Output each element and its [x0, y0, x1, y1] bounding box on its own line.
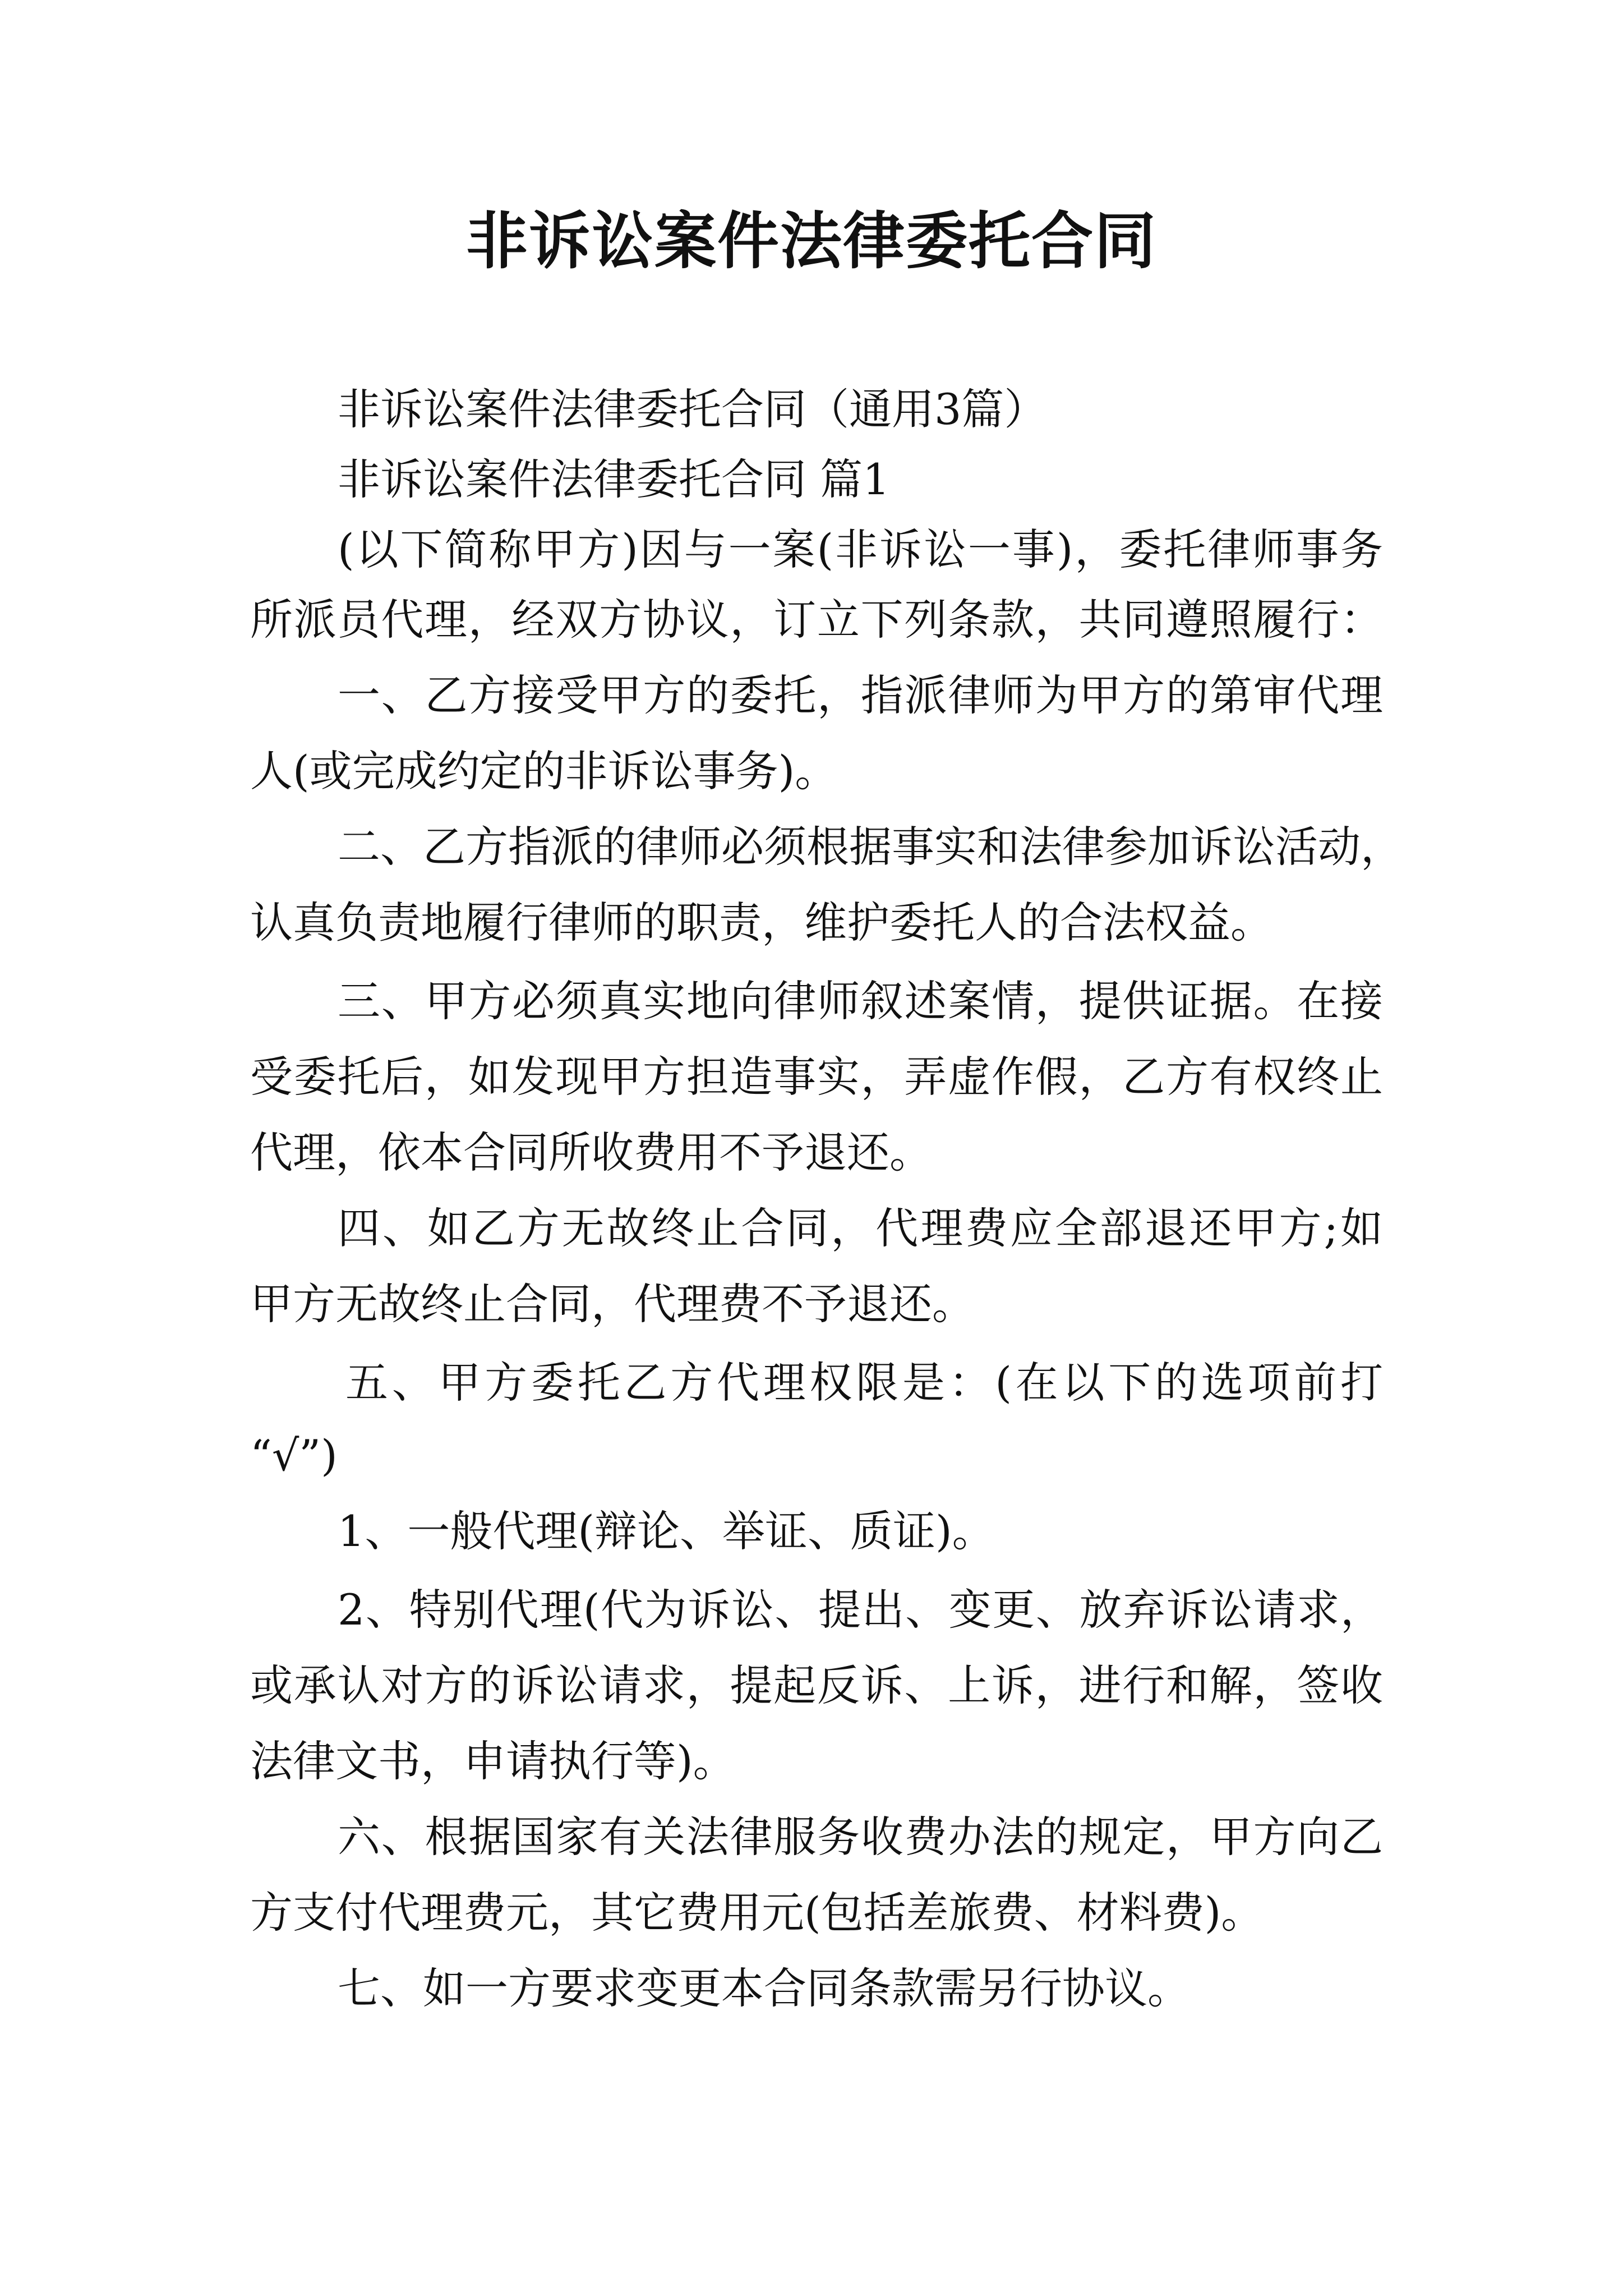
- section-heading: 非诉讼案件法律委托合同 篇1: [338, 454, 890, 504]
- paragraph-line: 一、乙方接受甲方的委托，指派律师为甲方的第审代理: [338, 670, 1383, 720]
- paragraph-line: 方支付代理费元，其它费用元(包括差旅费、材料费)。: [250, 1888, 1264, 1938]
- document-title: 非诉讼案件法律委托合同: [466, 205, 1157, 277]
- paragraph-line: 或承认对方的诉讼请求，提起反诉、上诉，进行和解，签收: [250, 1660, 1383, 1710]
- paragraph-line: 二、乙方指派的律师必须根据事实和法律参加诉讼活动，: [338, 822, 1403, 872]
- paragraph-line: “√”): [250, 1430, 338, 1480]
- paragraph-line: 三、甲方必须真实地向律师叙述案情，提供证据。在接: [338, 976, 1383, 1026]
- paragraph-line: 认真负责地履行律师的职责，维护委托人的合法权益。: [250, 898, 1273, 947]
- paragraph-line: 1、一般代理(辩论、举证、质证)。: [338, 1506, 995, 1556]
- paragraph-line: 所派员代理，经双方协议，订立下列条款，共同遵照履行：: [250, 595, 1383, 645]
- paragraph-line: 五、甲方委托乙方代理权限是：(在以下的选项前打: [345, 1358, 1383, 1407]
- paragraph-line: 六、根据国家有关法律服务收费办法的规定，甲方向乙: [338, 1812, 1383, 1862]
- paragraph-line: 人(或完成约定的非诉讼事务)。: [250, 746, 838, 796]
- document-subtitle: 非诉讼案件法律委托合同（通用3篇）: [338, 384, 1047, 434]
- paragraph-line: 受委托后，如发现甲方担造事实，弄虚作假，乙方有权终止: [250, 1052, 1383, 1102]
- paragraph-line: 七、如一方要求变更本合同条款需另行协议。: [338, 1963, 1190, 2013]
- paragraph-line: 代理，依本合同所收费用不予退还。: [250, 1128, 932, 1177]
- paragraph-line: 法律文书，申请执行等)。: [250, 1736, 736, 1786]
- paragraph-line: 四、如乙方无故终止合同，代理费应全部退还甲方;如: [338, 1203, 1383, 1253]
- paragraph-line: (以下简称甲方)因与一案(非诉讼一事)，委托律师事务: [338, 524, 1383, 574]
- paragraph-line: 2、特别代理(代为诉讼、提出、变更、放弃诉讼请求，: [338, 1585, 1383, 1635]
- paragraph-line: 甲方无故终止合同，代理费不予退还。: [250, 1279, 975, 1329]
